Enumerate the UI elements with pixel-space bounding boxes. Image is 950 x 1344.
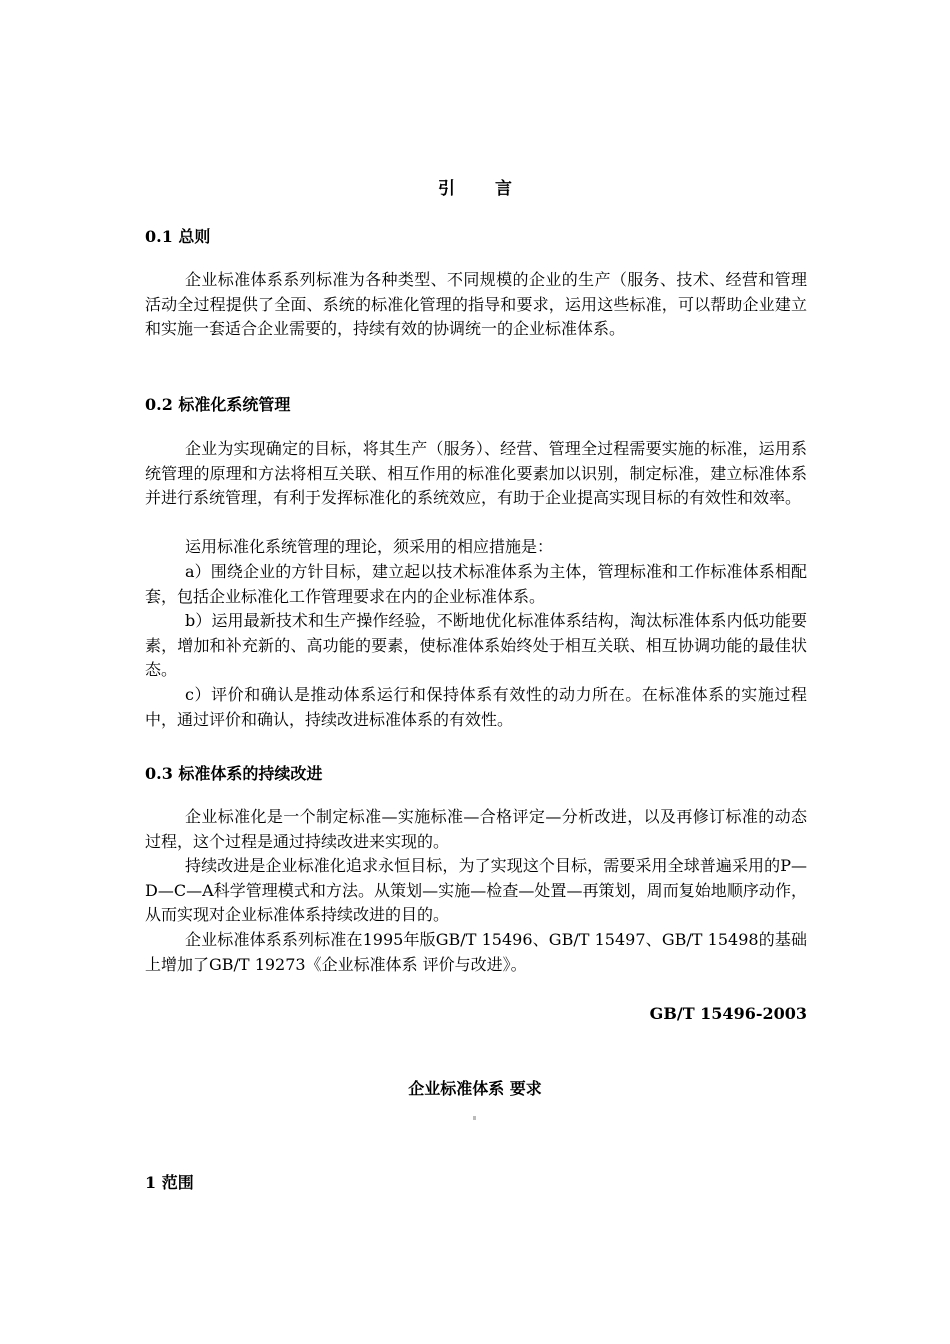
paragraph: 企业标准化是一个制定标准—实施标准—合格评定—分析改进，以及再修订标准的动态过程，这个过程是通过持续改进来实现的。 bbox=[145, 807, 807, 851]
stray-mark bbox=[473, 1116, 476, 1120]
paragraph: 企业标准体系系列标准在1995年版GB/T 15496、GB/T 15497、GB/T 15498的基础上增加了GB/T 19273《企业标准体系 评价与改进》。 bbox=[145, 930, 807, 974]
standard-title: 企业标准体系 要求 bbox=[408, 1079, 542, 1098]
list-item-c: c）评价和确认是推动体系运行和保持体系有效性的动力所在。在标准体系的实施过程中，通过评价和确认，持续改进标准体系的有效性。 bbox=[145, 685, 807, 729]
standard-number: GB/T 15496-2003 bbox=[649, 1004, 807, 1023]
paragraph: 持续改进是企业标准化追求永恒目标，为了实现这个目标，需要采用全球普遍采用的P—D—C—A科学管理模式和方法。从策划—实施—检查—处置—再策划，周而复始地顺序动作，从而实现对企业标准体系持续改进的目的。 bbox=[145, 856, 807, 924]
section-heading-continuous-improvement: 0.3 标准体系的持续改进 bbox=[145, 764, 323, 783]
section-heading-general: 0.1 总则 bbox=[145, 227, 211, 246]
clause-heading-scope: 1 范围 bbox=[145, 1173, 194, 1192]
section-heading-standardization-management: 0.2 标准化系统管理 bbox=[145, 395, 291, 414]
list-item-b: b）运用最新技术和生产操作经验，不断地优化标准体系结构，淘汰标准体系内低功能要素，增加和补充新的、高功能的要素，使标准体系始终处于相互关联、相互协调功能的最佳状态。 bbox=[145, 611, 807, 679]
list-item-a: a）围绕企业的方针目标，建立起以技术标准体系为主体，管理标准和工作标准体系相配套，包括企业标准化工作管理要求在内的企业标准体系。 bbox=[145, 562, 807, 606]
intro-title: 引言 bbox=[438, 179, 552, 199]
paragraph: 运用标准化系统管理的理论，须采用的相应措施是： bbox=[185, 537, 554, 556]
paragraph: 企业为实现确定的目标，将其生产（服务）、经营、管理全过程需要实施的标准，运用系统管理的原理和方法将相互关联、相互作用的标准化要素加以识别，制定标准，建立标准体系并进行系统管理，有利于发挥标准化的系统效应，有助于企业提高实现目标的有效性和效率。 bbox=[145, 439, 807, 507]
paragraph: 企业标准体系系列标准为各种类型、不同规模的企业的生产（服务、技术、经营和管理活动全过程提供了全面、系统的标准化管理的指导和要求，运用这些标准，可以帮助企业建立和实施一套适合企业需要的，持续有效的协调统一的企业标准体系。 bbox=[145, 270, 807, 338]
